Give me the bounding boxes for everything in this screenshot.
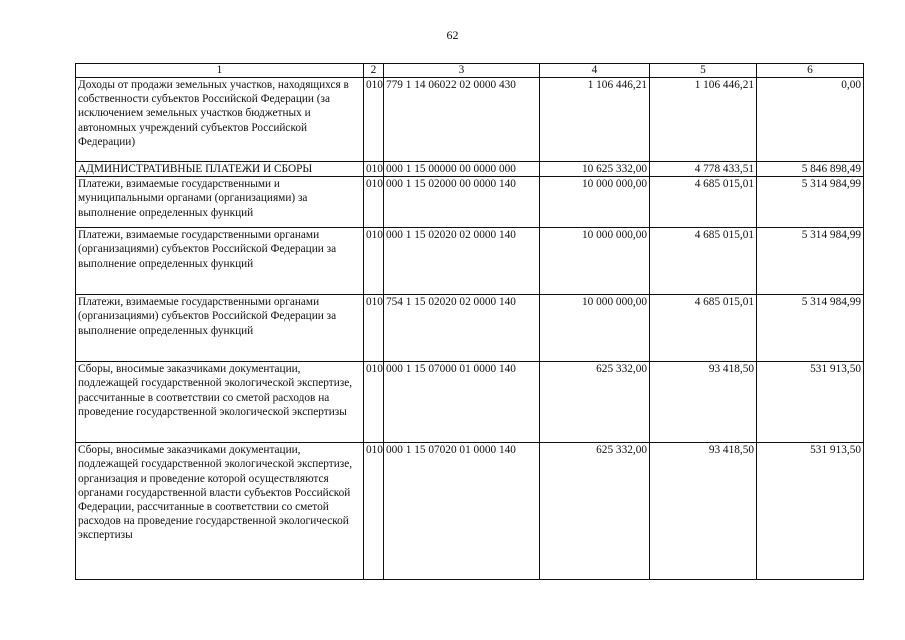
revenue-name-cell: Доходы от продажи земельных участков, находящихся в собственности субъектов Российской Федерации (за исключением земельных участков бюджетных и автономных учреждений субъектов Российской Федерации): [76, 78, 364, 162]
table-row: [76, 295, 864, 362]
column-4-value-cell: 10 000 000,00: [540, 295, 650, 362]
column-6-value-cell: 5 314 984,99: [757, 295, 864, 362]
column-5-value-cell: 4 778 433,51: [650, 162, 757, 177]
column-5-value-cell: 4 685 015,01: [650, 177, 757, 228]
column-6-value-cell: 5 314 984,99: [757, 177, 864, 228]
classification-code-cell: 000 1 15 02020 02 0000 140: [384, 228, 540, 295]
admin-code-cell: 010: [364, 362, 384, 443]
column-header-5: 5: [650, 64, 757, 78]
column-4-value-cell: 1 106 446,21: [540, 78, 650, 162]
table-row: [76, 162, 864, 177]
column-6-value-cell: 5 314 984,99: [757, 228, 864, 295]
table-row: [76, 443, 864, 580]
revenue-name-cell: Сборы, вносимые заказчиками документации, подлежащей государственной экологической экспертизе, организация и проведение которой осуществляются органами государственной власти субъектов Российской Федерации, рассчитанные в соответствии со сметой расходов на проведение государственной экологической экспертизы: [76, 443, 364, 580]
column-header-1: 1: [76, 64, 364, 78]
classification-code-cell: 779 1 14 06022 02 0000 430: [384, 78, 540, 162]
revenue-name-cell: Платежи, взимаемые государственными и муниципальными органами (организациями) за выполнение определенных функций: [76, 177, 364, 228]
column-4-value-cell: 625 332,00: [540, 443, 650, 580]
column-header-3: 3: [384, 64, 540, 78]
column-5-value-cell: 4 685 015,01: [650, 228, 757, 295]
admin-code-cell: 010: [364, 295, 384, 362]
admin-code-cell: 010: [364, 443, 384, 580]
admin-code-cell: 010: [364, 228, 384, 295]
classification-code-cell: 000 1 15 02000 00 0000 140: [384, 177, 540, 228]
column-4-value-cell: 10 000 000,00: [540, 228, 650, 295]
revenue-name-cell: Платежи, взимаемые государственными органами (организациями) субъектов Российской Федерации за выполнение определенных функций: [76, 295, 364, 362]
classification-code-cell: 000 1 15 07020 01 0000 140: [384, 443, 540, 580]
classification-code-cell: 000 1 15 07000 01 0000 140: [384, 362, 540, 443]
column-header-6: 6: [757, 64, 864, 78]
column-5-value-cell: 93 418,50: [650, 443, 757, 580]
column-4-value-cell: 625 332,00: [540, 362, 650, 443]
column-5-value-cell: 1 106 446,21: [650, 78, 757, 162]
table-row: [76, 177, 864, 228]
column-4-value-cell: 10 625 332,00: [540, 162, 650, 177]
classification-code-cell: 754 1 15 02020 02 0000 140: [384, 295, 540, 362]
column-5-value-cell: 4 685 015,01: [650, 295, 757, 362]
column-4-value-cell: 10 000 000,00: [540, 177, 650, 228]
table-row: [76, 78, 864, 162]
revenue-name-cell: АДМИНИСТРАТИВНЫЕ ПЛАТЕЖИ И СБОРЫ: [76, 162, 364, 177]
column-6-value-cell: 0,00: [757, 78, 864, 162]
table-row: [76, 362, 864, 443]
admin-code-cell: 010: [364, 78, 384, 162]
budget-table: [75, 63, 864, 580]
column-header-4: 4: [540, 64, 650, 78]
admin-code-cell: 010: [364, 177, 384, 228]
revenue-name-cell: Платежи, взимаемые государственными органами (организациями) субъектов Российской Федерации за выполнение определенных функций: [76, 228, 364, 295]
table-row: [76, 228, 864, 295]
column-header-2: 2: [364, 64, 384, 78]
column-5-value-cell: 93 418,50: [650, 362, 757, 443]
header-row: [76, 64, 864, 78]
column-6-value-cell: 531 913,50: [757, 362, 864, 443]
classification-code-cell: 000 1 15 00000 00 0000 000: [384, 162, 540, 177]
column-6-value-cell: 5 846 898,49: [757, 162, 864, 177]
admin-code-cell: 010: [364, 162, 384, 177]
column-6-value-cell: 531 913,50: [757, 443, 864, 580]
page-number: 62: [446, 28, 459, 42]
revenue-name-cell: Сборы, вносимые заказчиками документации, подлежащей государственной экологической экспертизе, рассчитанные в соответствии со сметой расходов на проведение государственной экологической экспертизы: [76, 362, 364, 443]
